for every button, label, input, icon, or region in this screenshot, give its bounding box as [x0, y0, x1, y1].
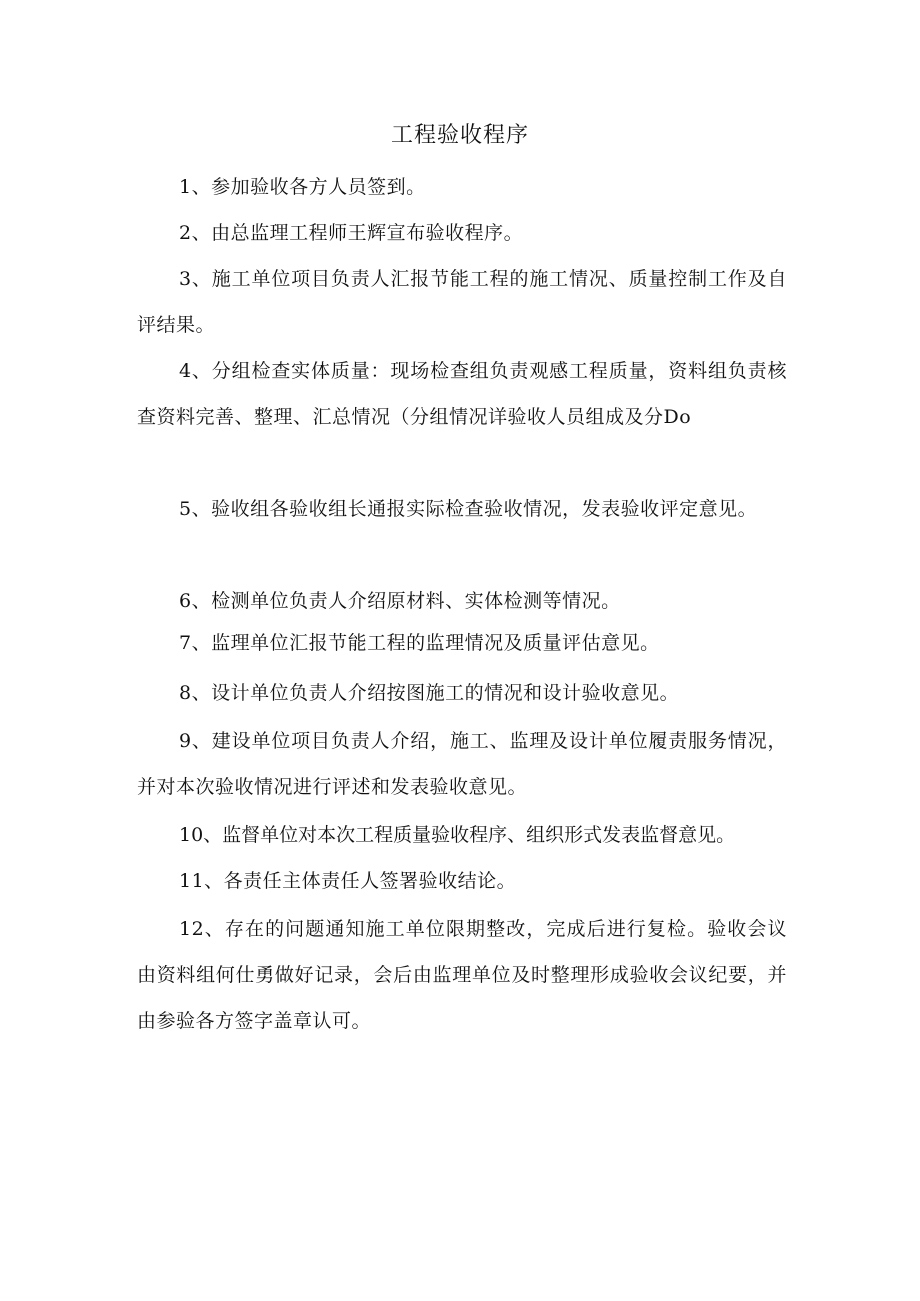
step-4-paragraph: 4、分组检查实体质量：现场检查组负责观感工程质量，资料组负责核查资料完善、整理、汇总情况（分组情况详验收人员组成及分Do — [137, 360, 787, 428]
step-10-paragraph: 10、监督单位对本次工程质量验收程序、组织形式发表监督意见。 — [179, 824, 736, 846]
step-9-paragraph: 9、建设单位项目负责人介绍，施工、监理及设计单位履责服务情况，并对本次验收情况进行评述和发表验收意见。 — [137, 730, 787, 798]
step-3-paragraph: 3、施工单位项目负责人汇报节能工程的施工情况、质量控制工作及自评结果。 — [137, 268, 787, 336]
step-5-paragraph: 5、验收组各验收组长通报实际检查验收情况，发表验收评定意见。 — [179, 498, 758, 520]
step-1-paragraph: 1、参加验收各方人员签到。 — [179, 176, 426, 198]
step-2-paragraph: 2、由总监理工程师王辉宣布验收程序。 — [179, 222, 524, 244]
step-7-paragraph: 7、监理单位汇报节能工程的监理情况及质量评估意见。 — [179, 632, 660, 654]
step-12-paragraph: 12、存在的问题通知施工单位限期整改，完成后进行复检。验收会议由资料组何仕勇做好记录，会后由监理单位及时整理形成验收会议纪要，并由参验各方签字盖章认可。 — [137, 918, 787, 1032]
step-8-paragraph: 8、设计单位负责人介绍按图施工的情况和设计验收意见。 — [179, 682, 680, 704]
step-11-paragraph: 11、各责任主体责任人签署验收结论。 — [179, 870, 517, 892]
step-6-paragraph: 6、检测单位负责人介绍原材料、实体检测等情况。 — [179, 590, 621, 612]
document-title: 工程验收程序 — [390, 123, 529, 148]
